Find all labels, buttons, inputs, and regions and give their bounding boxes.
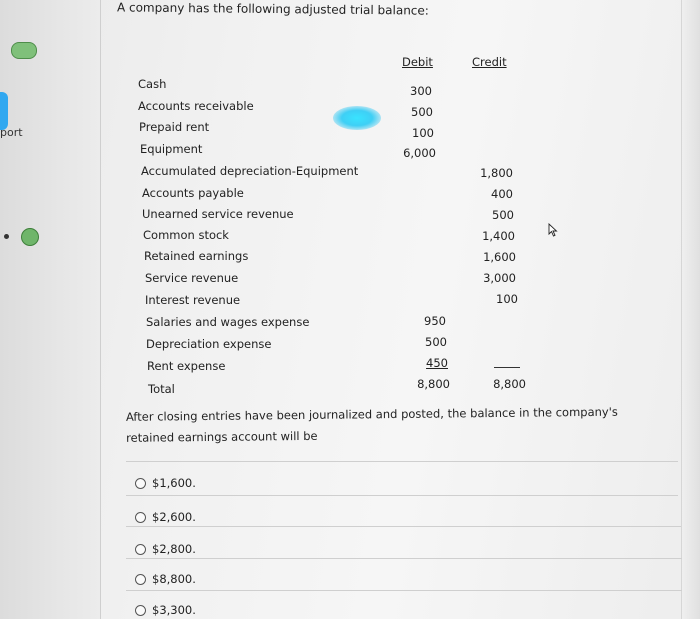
info-icon[interactable] bbox=[21, 228, 39, 246]
divider bbox=[126, 558, 682, 559]
debit-prepaid-rent: 100 bbox=[412, 126, 434, 140]
total-debit: 8,800 bbox=[417, 377, 450, 391]
question-text: After closing entries have been journalized and posted, the balance in the company's retained earnings account will be bbox=[125, 404, 618, 445]
account-accounts-receivable: Accounts receivable bbox=[138, 99, 254, 113]
debit-header: Debit bbox=[402, 55, 433, 69]
mouse-cursor-icon bbox=[548, 223, 558, 237]
credit-interest-revenue: 100 bbox=[496, 292, 518, 306]
highlight-marker bbox=[0, 92, 8, 130]
account-accumulated-depreciation: Accumulated depreciation-Equipment bbox=[141, 164, 359, 178]
total-label: Total bbox=[148, 382, 175, 396]
right-scroll-edge bbox=[681, 0, 700, 619]
divider bbox=[126, 526, 681, 527]
divider bbox=[126, 495, 678, 496]
option-2[interactable] bbox=[135, 510, 196, 524]
account-cash: Cash bbox=[138, 77, 167, 91]
account-rent-expense: Rent expense bbox=[147, 359, 226, 373]
credit-accumulated-depreciation: 1,800 bbox=[480, 166, 513, 180]
option-5[interactable] bbox=[135, 603, 196, 617]
radio-button[interactable] bbox=[135, 544, 146, 555]
option-label: $3,300. bbox=[152, 603, 196, 617]
question-header: A company has the following adjusted trial balance: bbox=[116, 0, 429, 18]
debit-rent-expense: 450 bbox=[426, 356, 448, 370]
account-accounts-payable: Accounts payable bbox=[142, 186, 244, 200]
option-4[interactable] bbox=[135, 572, 196, 586]
debit-equipment: 6,000 bbox=[403, 146, 436, 160]
credit-service-revenue: 3,000 bbox=[483, 271, 516, 285]
debit-cash: 300 bbox=[410, 84, 432, 98]
left-sidebar bbox=[0, 0, 101, 619]
side-label: port bbox=[0, 126, 23, 139]
debit-depreciation-expense: 500 bbox=[425, 335, 447, 349]
option-label: $8,800. bbox=[152, 572, 196, 586]
divider bbox=[126, 590, 682, 591]
divider bbox=[126, 461, 678, 462]
credit-rule bbox=[494, 367, 520, 368]
option-1[interactable] bbox=[135, 476, 196, 490]
option-label: $1,600. bbox=[152, 476, 196, 490]
debit-accounts-receivable: 500 bbox=[411, 105, 433, 119]
radio-button[interactable] bbox=[135, 574, 146, 585]
radio-button[interactable] bbox=[135, 512, 146, 523]
option-3[interactable] bbox=[135, 542, 196, 556]
option-label: $2,800. bbox=[152, 542, 196, 556]
status-badge bbox=[11, 42, 37, 59]
credit-common-stock: 1,400 bbox=[482, 229, 515, 243]
bullet-dot bbox=[4, 234, 9, 239]
account-service-revenue: Service revenue bbox=[145, 271, 239, 285]
credit-header: Credit bbox=[472, 55, 507, 69]
radio-button[interactable] bbox=[135, 478, 146, 489]
option-label: $2,600. bbox=[152, 510, 196, 524]
radio-button[interactable] bbox=[135, 605, 146, 616]
credit-accounts-payable: 400 bbox=[491, 187, 513, 201]
account-prepaid-rent: Prepaid rent bbox=[139, 120, 210, 134]
account-unearned-service-revenue: Unearned service revenue bbox=[142, 207, 294, 221]
account-equipment: Equipment bbox=[140, 142, 203, 156]
account-common-stock: Common stock bbox=[143, 228, 229, 242]
debit-salaries-wages-expense: 950 bbox=[424, 314, 446, 328]
account-depreciation-expense: Depreciation expense bbox=[146, 337, 272, 351]
total-credit: 8,800 bbox=[493, 377, 526, 391]
credit-unearned-service-revenue: 500 bbox=[492, 208, 514, 222]
account-retained-earnings: Retained earnings bbox=[144, 249, 249, 263]
account-interest-revenue: Interest revenue bbox=[145, 293, 241, 307]
account-salaries-wages-expense: Salaries and wages expense bbox=[146, 315, 310, 329]
credit-retained-earnings: 1,600 bbox=[483, 250, 516, 264]
